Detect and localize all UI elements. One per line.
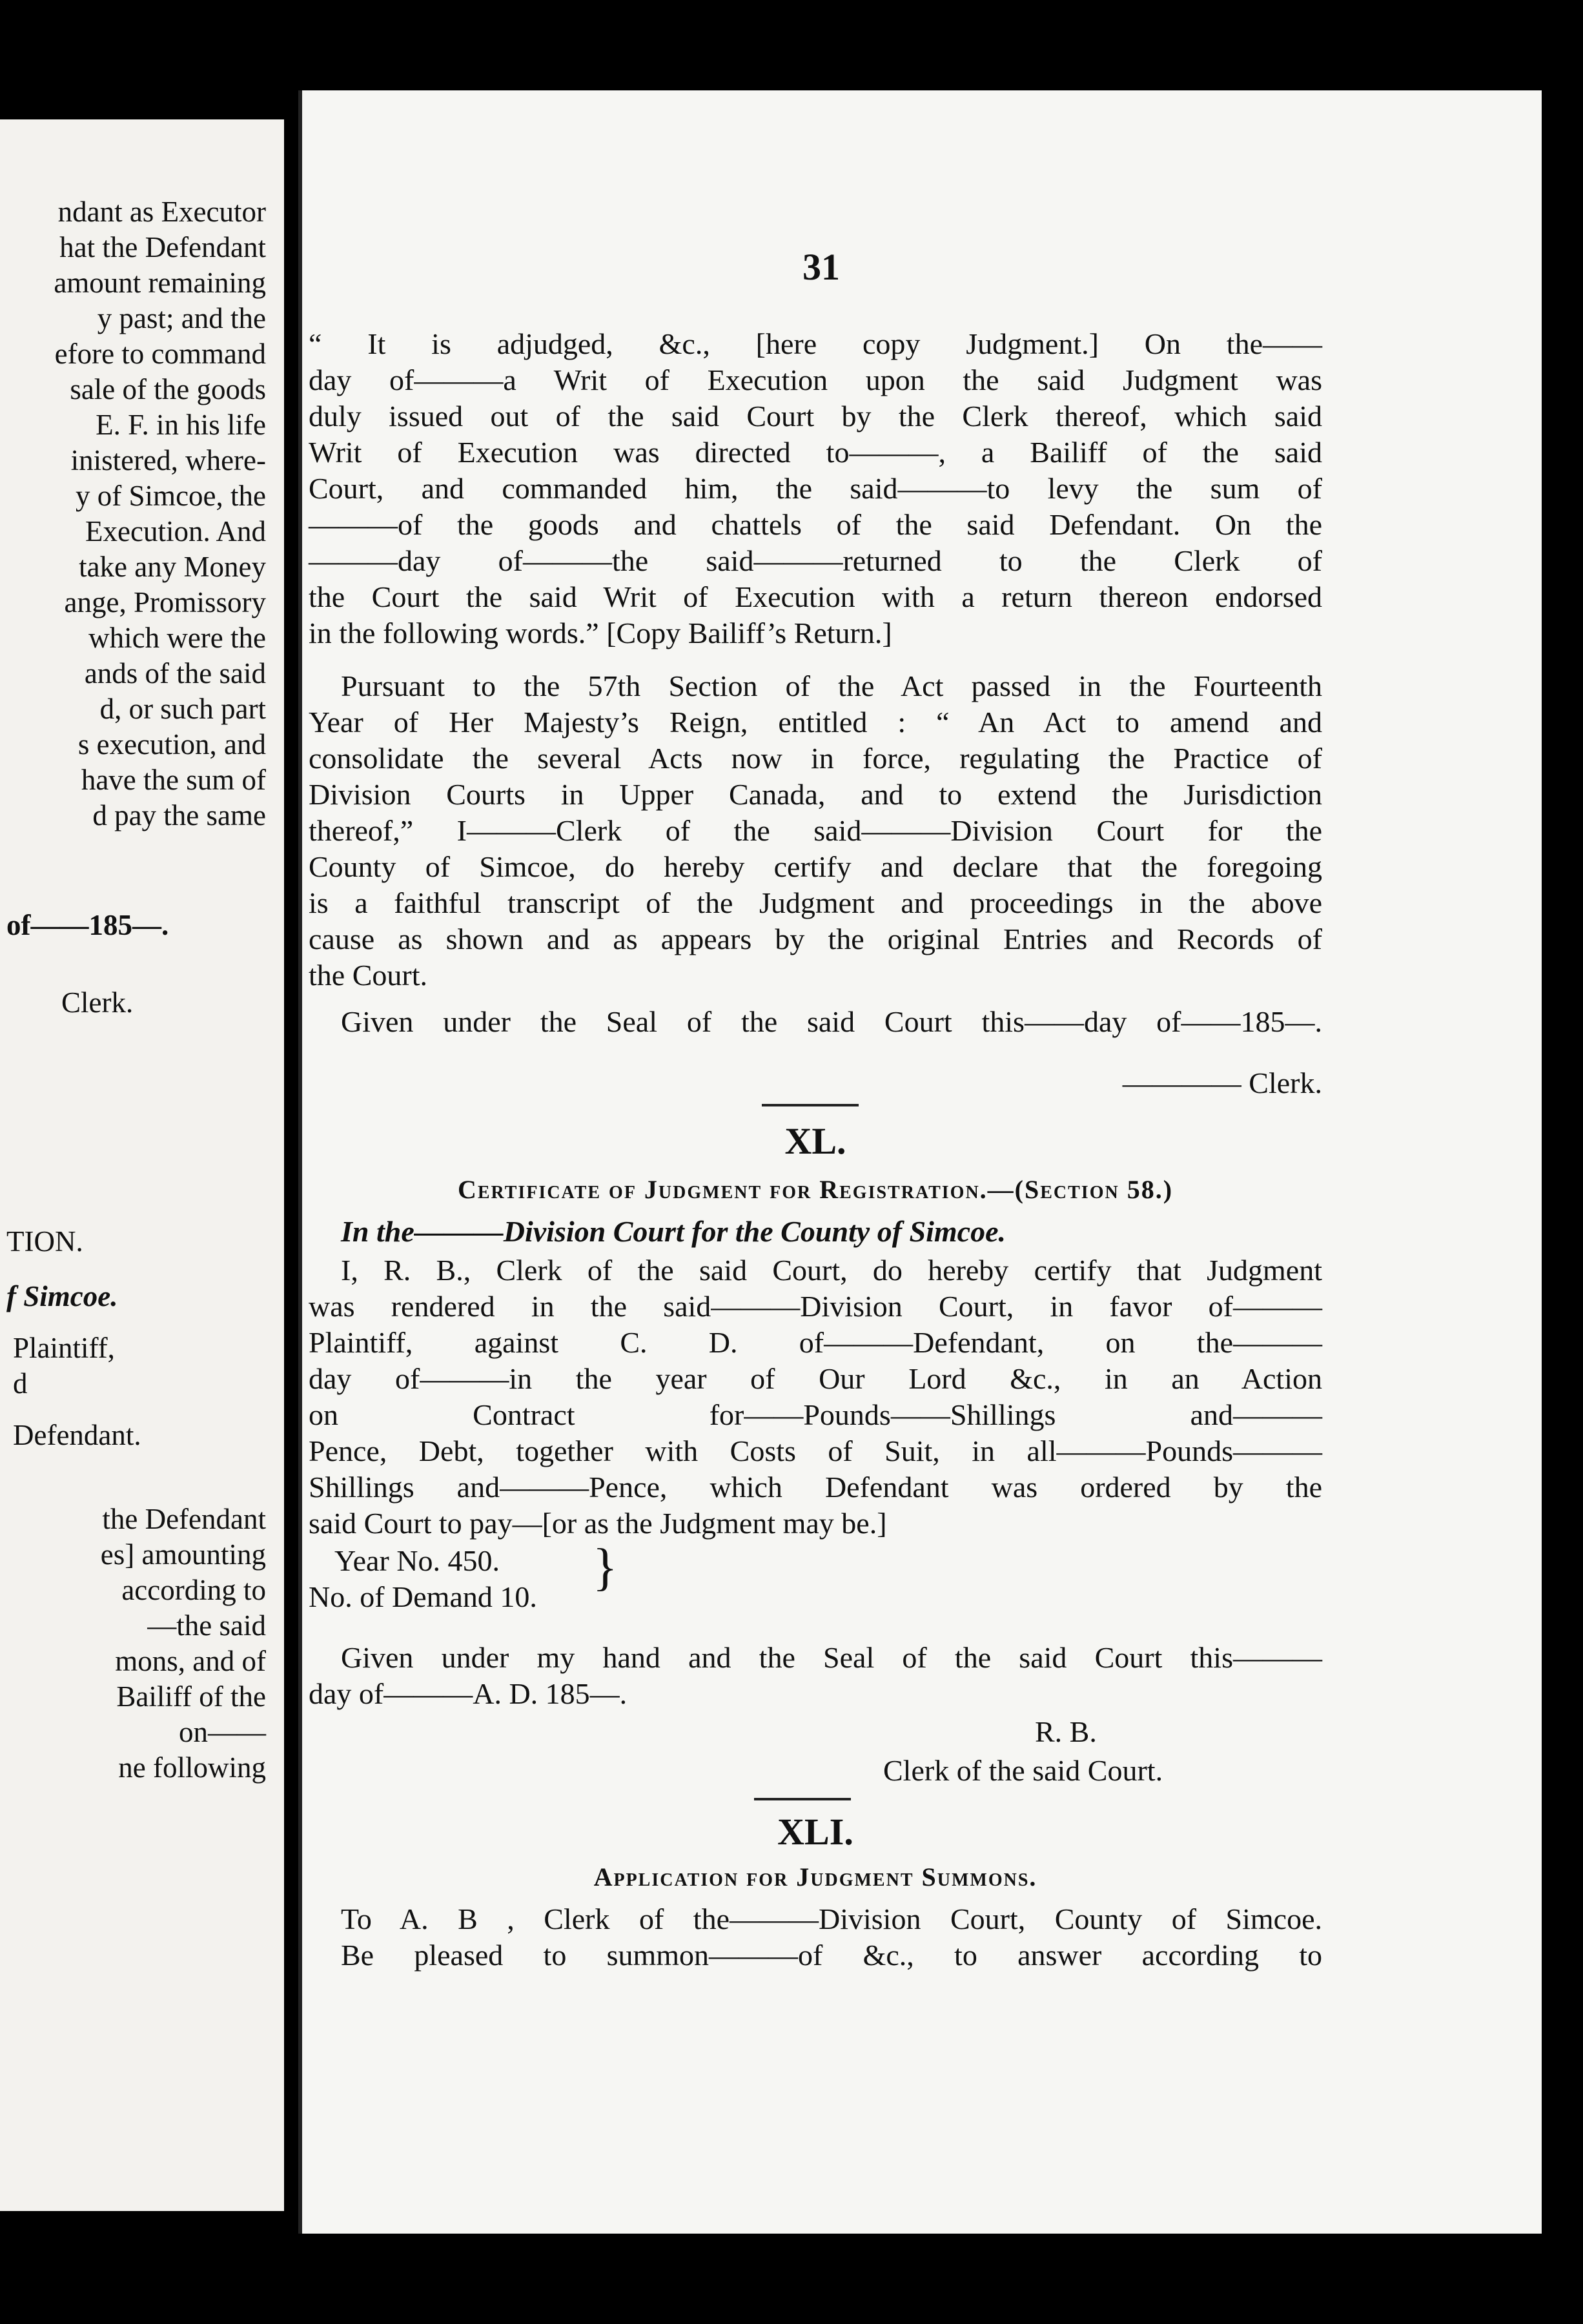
application-line: To A. B , Clerk of the———Division Court, County of Simcoe.	[341, 1902, 1322, 1935]
certificate-line: day of———in the year of Our Lord &c., in an Action	[309, 1362, 1322, 1395]
certificate-line: said Court to pay—[or as the Judgment may be.]	[309, 1507, 887, 1540]
left-page-line: Clerk.	[61, 986, 134, 1019]
left-page-line: Defendant.	[13, 1419, 141, 1451]
left-page-line: sale of the goods	[70, 373, 266, 405]
certificate-line: Pence, Debt, together with Costs of Suit, in all———Pounds———	[309, 1434, 1322, 1467]
demand-number: No. of Demand 10.	[309, 1580, 537, 1613]
left-page-line: according to	[121, 1574, 266, 1606]
left-page-line: inistered, where-	[70, 444, 266, 476]
application-line: Be pleased to summon———of &c., to answer according to	[341, 1939, 1322, 1972]
paragraph-line: ———day of———the said———returned to the Clerk of	[309, 544, 1322, 577]
left-page-line: f Simcoe.	[6, 1280, 118, 1312]
left-page-line: which were the	[88, 622, 266, 654]
left-page-line: on——	[179, 1716, 266, 1748]
left-page-line: y of Simcoe, the	[76, 480, 266, 512]
paragraph-line: County of Simcoe, do hereby certify and declare that the foregoing	[309, 850, 1322, 883]
given-line: day of———A. D. 185—.	[309, 1677, 628, 1710]
paragraph-line: duly issued out of the said Court by the Clerk thereof, which said	[309, 400, 1322, 433]
section-caption: Application for Judgment Summons.	[593, 1862, 1037, 1891]
paragraph-line: Division Courts in Upper Canada, and to extend the Jurisdiction	[309, 778, 1322, 811]
year-number: Year No. 450.	[334, 1544, 500, 1577]
section-number: XLI.	[777, 1811, 853, 1853]
signature-title: Clerk of the said Court.	[883, 1754, 1163, 1787]
left-page-line: s execution, and	[77, 728, 266, 760]
left-page-line: d, or such part	[99, 693, 266, 725]
paragraph-line: Writ of Execution was directed to———, a Bailiff of the said	[309, 436, 1322, 469]
paragraph-line: the Court.	[309, 959, 427, 992]
left-page-line: ands of the said	[84, 657, 266, 689]
left-page-line: Bailiff of the	[116, 1680, 266, 1713]
left-facing-page	[0, 119, 284, 2211]
paragraph-line: the Court the said Writ of Execution with a return thereon endorsed	[309, 580, 1322, 613]
paragraph-line: day of———a Writ of Execution upon the said Judgment was	[309, 363, 1322, 396]
left-page-line: ange, Promissory	[64, 586, 266, 618]
certificate-line: Shillings and———Pence, which Defendant was ordered by the	[309, 1471, 1322, 1503]
paragraph-line: Court, and commanded him, the said———to levy the sum of	[309, 472, 1322, 505]
clerk-signature-line: ———— Clerk.	[1122, 1066, 1322, 1099]
left-page-line: —the said	[147, 1609, 266, 1642]
left-page-line: y past; and the	[97, 302, 266, 334]
left-page-line: take any Money	[79, 551, 266, 583]
left-page-line: TION.	[6, 1225, 83, 1258]
given-under-seal-line: Given under the Seal of the said Court this——day of——185—.	[341, 1005, 1322, 1038]
certificate-line: Plaintiff, against C. D. of———Defendant, on the———	[309, 1326, 1322, 1359]
left-page-line: amount remaining	[54, 267, 266, 299]
left-page-line: have the sum of	[81, 764, 266, 796]
paragraph-line: in the following words.” [Copy Bailiff’s Return.]	[309, 617, 892, 649]
section-number: XL.	[784, 1120, 846, 1162]
paragraph-line: thereof,” I———Clerk of the said———Division Court for the	[309, 814, 1322, 847]
left-page-line: E. F. in his life	[96, 409, 266, 441]
section-divider	[762, 1104, 859, 1106]
certificate-line: was rendered in the said———Division Court, in favor of———	[309, 1290, 1322, 1323]
page-31	[298, 90, 1542, 2234]
left-page-line: mons, and of	[115, 1645, 266, 1677]
paragraph-line: consolidate the several Acts now in force, regulating the Practice of	[309, 742, 1322, 775]
paragraph-line: Year of Her Majesty’s Reign, entitled : “ An Act to amend and	[309, 706, 1322, 739]
page-number: 31	[802, 246, 840, 288]
signature-initials: R. B.	[1035, 1715, 1097, 1748]
section-caption: Certificate of Judgment for Registration.—(Section 58.)	[457, 1175, 1174, 1204]
paragraph-line: Pursuant to the 57th Section of the Act passed in the Fourteenth	[341, 669, 1322, 702]
left-page-line: ndant as Executor	[57, 196, 266, 228]
court-line: In the———Division Court for the County of Simcoe.	[341, 1215, 1006, 1248]
left-page-line: ne following	[118, 1751, 266, 1784]
certificate-line: on Contract for——Pounds——Shillings and———	[309, 1398, 1322, 1431]
paragraph-line: is a faithful transcript of the Judgment and proceedings in the above	[309, 886, 1322, 919]
left-page-line: es] amounting	[100, 1538, 266, 1571]
bracket: }	[593, 1539, 618, 1596]
left-page-line: Plaintiff,	[13, 1332, 115, 1364]
section-divider	[754, 1798, 851, 1800]
paragraph-line: cause as shown and as appears by the original Entries and Records of	[309, 922, 1322, 955]
paragraph-line: “ It is adjudged, &c., [here copy Judgment.] On the——	[309, 327, 1322, 360]
certificate-line: I, R. B., Clerk of the said Court, do hereby certify that Judgment	[341, 1254, 1322, 1287]
left-page-line: of——185—.	[6, 909, 169, 941]
left-page-line: the Defendant	[102, 1503, 266, 1535]
left-page-line: efore to command	[54, 338, 266, 370]
left-page-line: hat the Defendant	[59, 231, 266, 263]
left-page-line: d pay the same	[92, 799, 266, 831]
left-page-line: d	[13, 1367, 28, 1400]
given-line: Given under my hand and the Seal of the said Court this———	[341, 1641, 1322, 1674]
paragraph-line: ———of the goods and chattels of the said Defendant. On the	[309, 508, 1322, 541]
left-page-line: Execution. And	[85, 515, 266, 547]
